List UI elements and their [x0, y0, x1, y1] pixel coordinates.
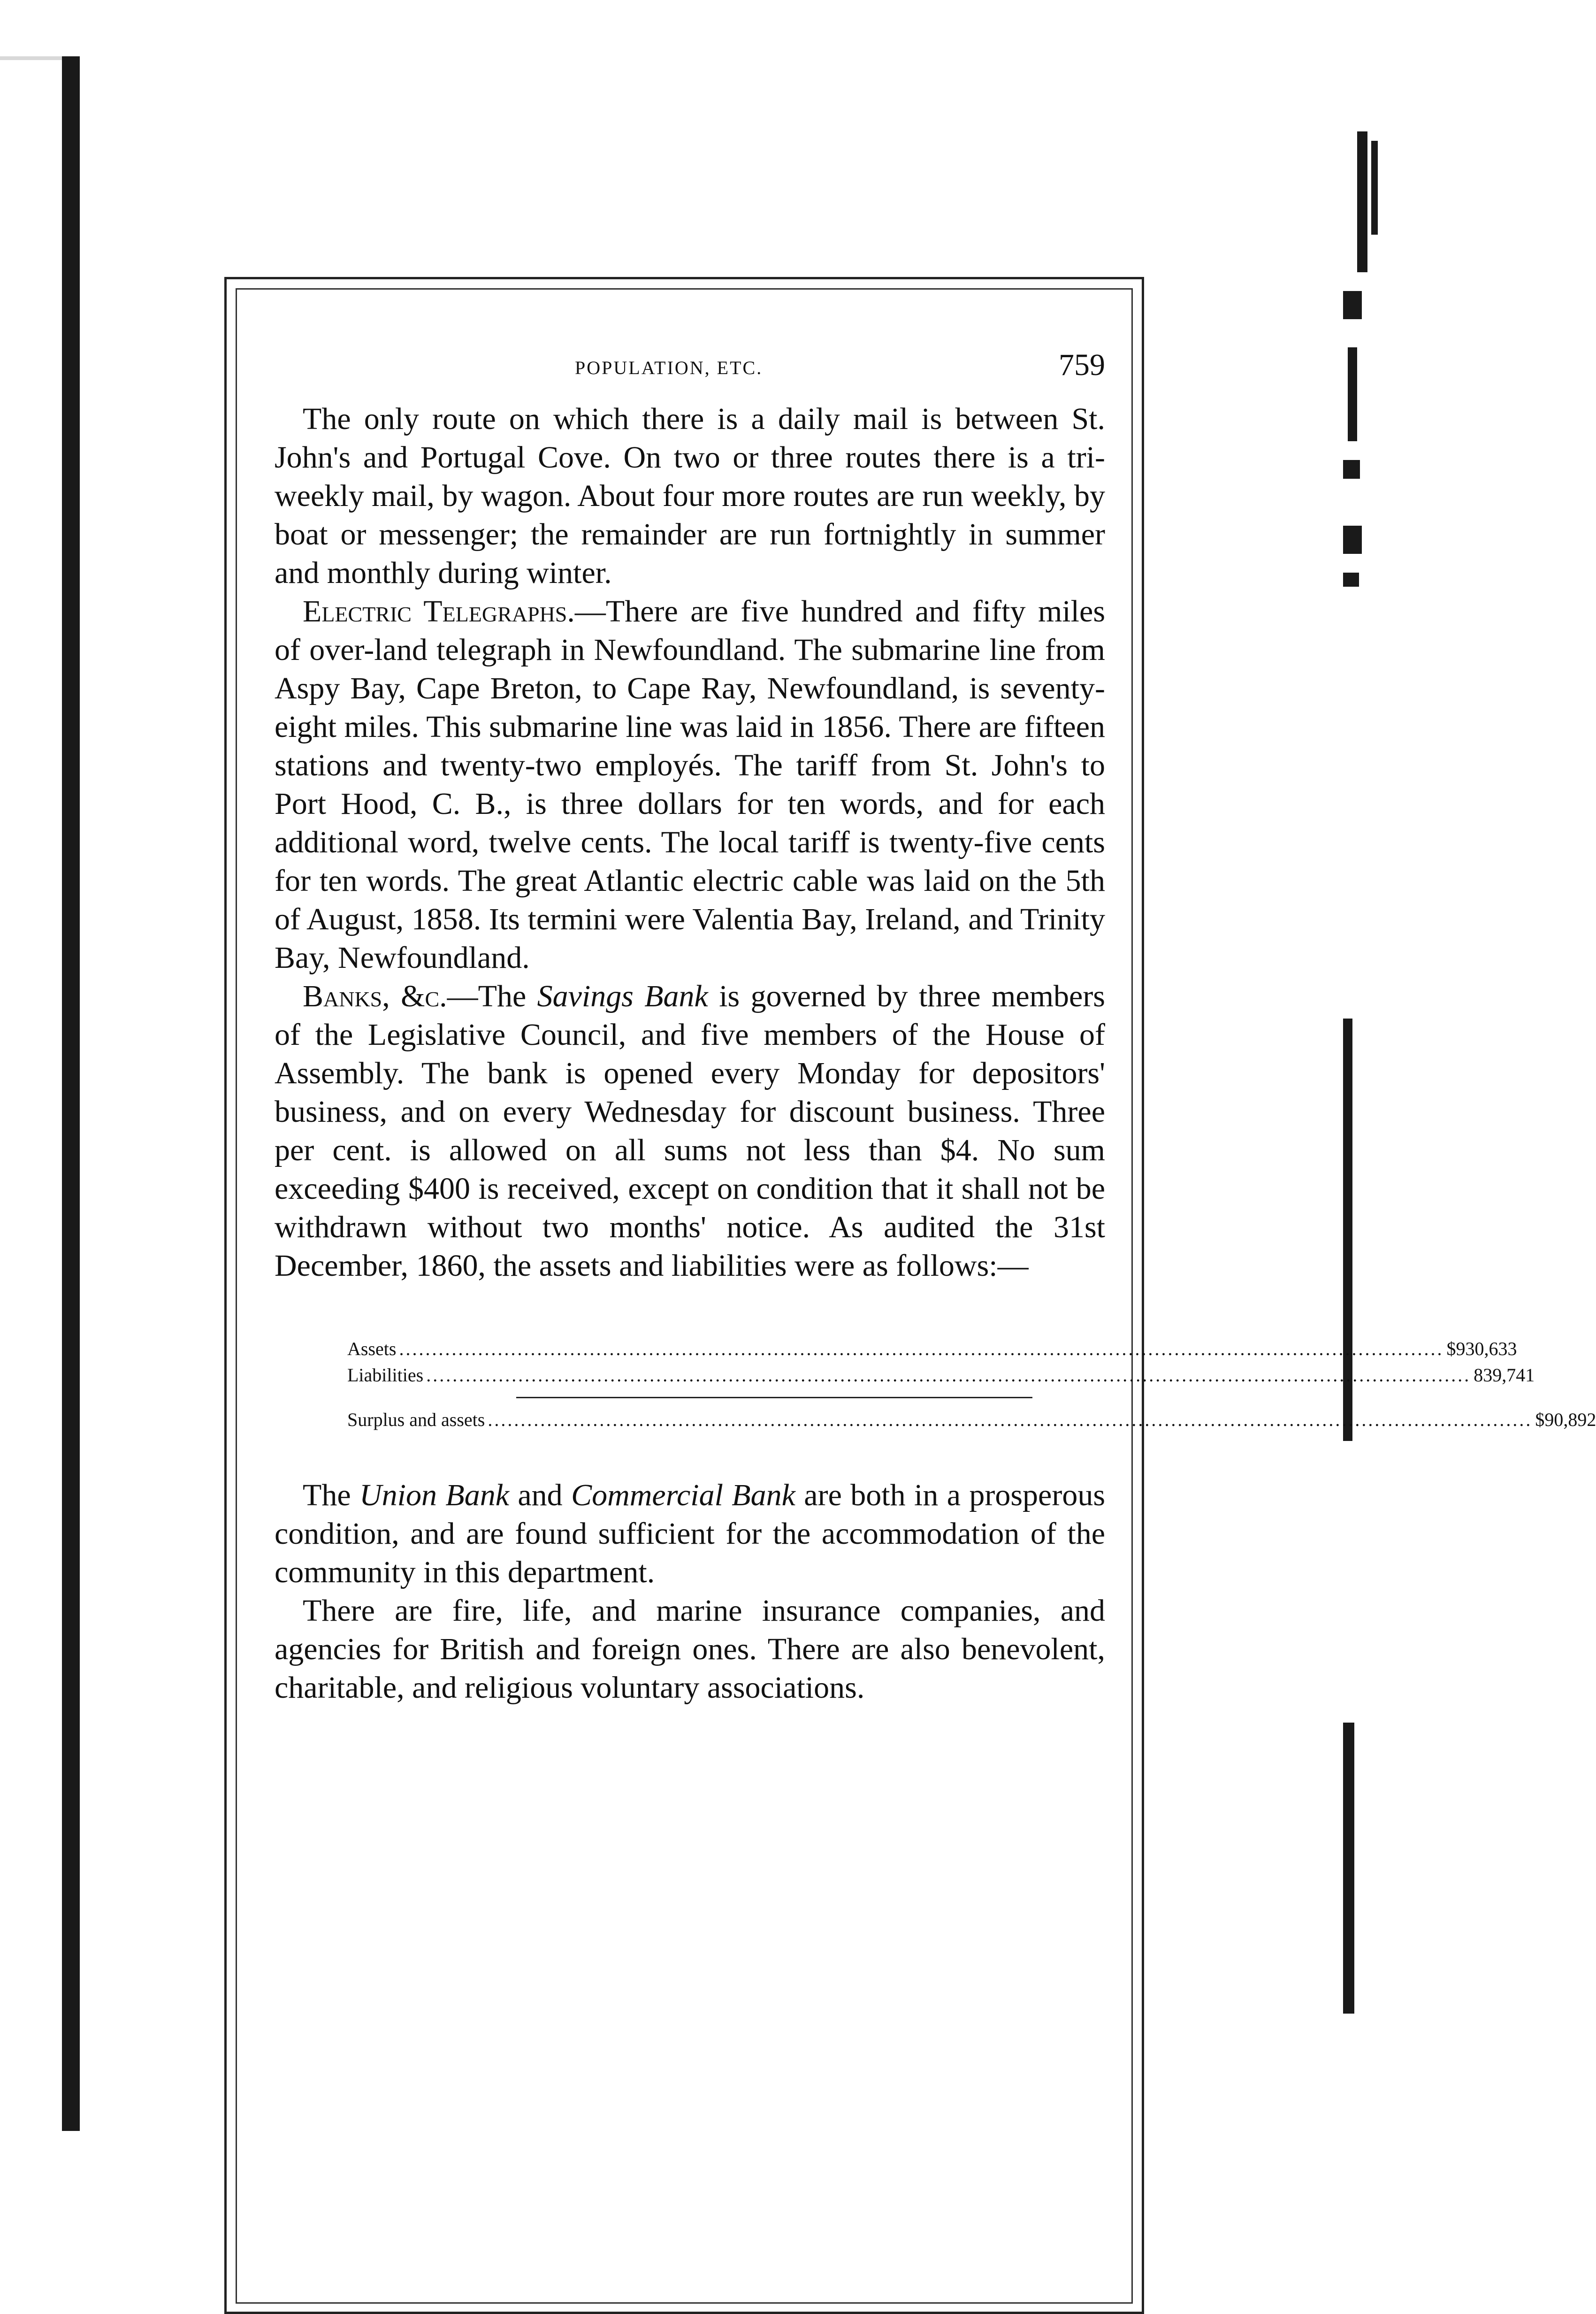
sum-rule [516, 1397, 1032, 1398]
insurance-text: There are fire, life, and marine insurance companies, and agencies for British and foreign ones. There are also benevolent, charitable, and religious voluntary associations. [275, 1594, 1105, 1705]
banks-text-2: is governed by three members of the Legislative Council, and five members of the House of Assembly. The bank is opened every Monday for depositors' business, and on every Wednesday for discount business. Three per cent. is allowed on all sums not less than $4. No sum exceeding $400 is received, except on condition that it shall not be withdrawn without two months' notice. As audited the 31st December, 1860, the assets and liabilities were as follows:— [275, 979, 1105, 1283]
book-binding-edge [62, 56, 80, 2131]
banks-heading: Banks, &c. [303, 979, 447, 1013]
liabilities-label: Liabilities [347, 1364, 424, 1386]
scan-edge-top [0, 56, 62, 60]
leader-dots: ............................................................................................................................................................... [399, 1338, 1444, 1359]
telegraphs-heading: Electric Telegraphs. [303, 594, 575, 628]
union-text-2: and [509, 1478, 572, 1512]
banks-text-1: —The [447, 979, 537, 1013]
telegraphs-paragraph [275, 592, 1105, 977]
page-edge-strip [1343, 103, 1413, 2051]
leader-dots: ............................................................................................................................................................... [426, 1364, 1471, 1386]
union-bank-paragraph [275, 1476, 1105, 1592]
liabilities-value: 839,741 [1474, 1364, 1535, 1386]
surplus-row [347, 1407, 1596, 1433]
surplus-value: $90,892 [1535, 1409, 1596, 1430]
telegraphs-text: —There are five hundred and fifty miles of over-land telegraph in Newfoundland. The submarine line from Aspy Bay, Cape Breton, to Cape Ray, Newfoundland, is seventy-eight miles. This submarine line was laid in 1856. There are fifteen stations and twenty-two employés. The tariff from St. John's to Port Hood, C. B., is three dollars for ten words, and for each additional word, twelve cents. The local tariff is twenty-five cents for ten words. The great Atlantic electric cable was laid on the 5th of August, 1858. Its termini were Valentia Bay, Ireland, and Trinity Bay, Newfoundland. [275, 594, 1106, 975]
running-head [275, 347, 1105, 390]
mail-routes-paragraph [275, 400, 1105, 592]
accounts-table [347, 1336, 1596, 1433]
assets-value: $930,633 [1446, 1338, 1517, 1359]
insurance-paragraph [275, 1592, 1105, 1707]
liabilities-row [347, 1362, 1535, 1388]
commercial-bank-name: Commercial Bank [571, 1478, 795, 1512]
union-bank-name: Union Bank [359, 1478, 509, 1512]
assets-label: Assets [347, 1338, 397, 1359]
banks-paragraph [275, 977, 1105, 1285]
assets-row [347, 1336, 1517, 1362]
savings-bank-name: Savings Bank [537, 979, 708, 1013]
surplus-label: Surplus and assets [347, 1409, 485, 1430]
page-number: 759 [1059, 348, 1105, 382]
leader-dots: ............................................................................................................................................................... [488, 1409, 1533, 1430]
union-text-1: The [303, 1478, 359, 1512]
page-content [275, 347, 1596, 1707]
mail-routes-text: The only route on which there is a daily mail is between St. John's and Portugal Cove. On two or three routes there is a tri-weekly mail, by wagon. About four more routes are run weekly, by boat or messenger; the remainder are run fortnightly in summer and monthly during winter. [275, 402, 1105, 590]
union-text-3: are both in a prosperous condition, and are found sufficient for the accommodation of the community in this department. [275, 1478, 1106, 1589]
running-head-title: POPULATION, ETC. [575, 357, 763, 378]
